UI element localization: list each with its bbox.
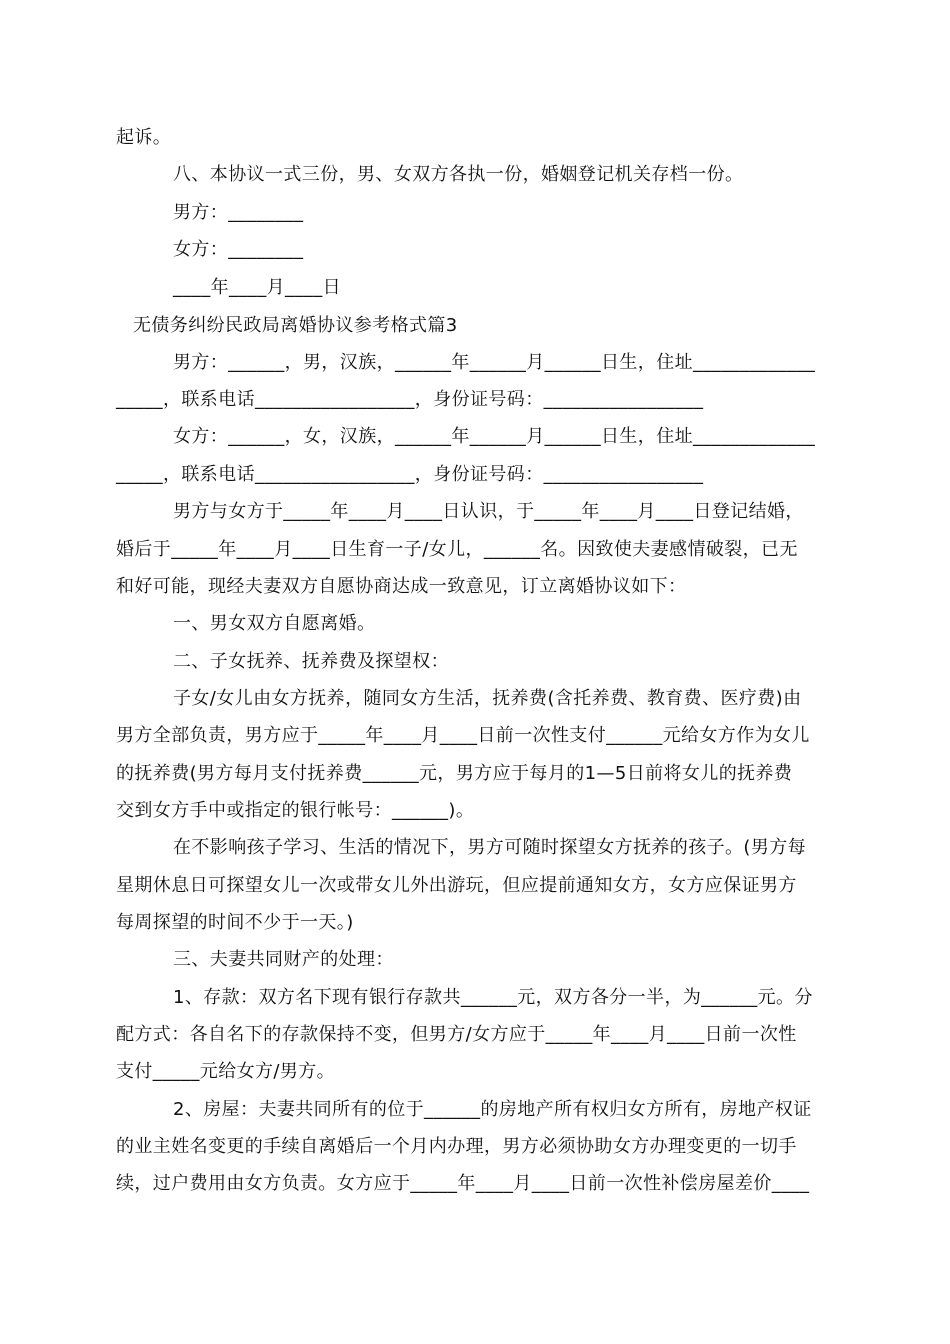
date-line: ____年____月____日: [173, 277, 341, 298]
paragraph-line: 支付_____元给女方/男方。: [116, 1061, 336, 1082]
paragraph-line: 每周探望的时间不少于一天。): [116, 912, 354, 933]
paragraph-line: 的抚养费(男方每月支付抚养费______元，男方应于每月的1—5日前将女儿的抚养费: [116, 763, 793, 784]
paragraph-line: 子女/女儿由女方抚养，随同女方生活，抚养费(含托养费、教育费、医疗费)由: [173, 688, 802, 709]
paragraph-line: 男方与女方于_____年____月____日认识，于_____年____月____日登记结婚，: [173, 501, 804, 522]
clause-heading: 一、男女双方自愿离婚。: [173, 613, 376, 634]
paragraph-line: 配方式：各自名下的存款保持不变，但男方/女方应于_____年____月____日前一次性: [116, 1024, 797, 1045]
paragraph-line: 男方全部负责，男方应于_____年____月____日前一次性支付______元给女方作为女儿: [116, 725, 810, 746]
clause-heading: 三、夫妻共同财产的处理：: [173, 949, 394, 970]
paragraph-line: 和好可能，现经夫妻双方自愿协商达成一致意见，订立离婚协议如下：: [116, 576, 687, 597]
section-title: 无债务纠纷民政局离婚协议参考格式篇3: [133, 315, 458, 336]
paragraph-line: _____，联系电话_________________，身份证号码：_________________: [116, 389, 704, 410]
clause-heading: 二、子女抚养、抚养费及探望权：: [173, 651, 449, 672]
paragraph-line: _____，联系电话_________________，身份证号码：_________________: [116, 464, 704, 485]
paragraph-line: 2、房屋：夫妻共同所有的位于______的房地产所有权归女方所有，房地产权证: [173, 1099, 812, 1120]
clause-eight: 八、本协议一式三份，男、女双方各执一份，婚姻登记机关存档一份。: [173, 164, 744, 185]
paragraph-line: 续，过户费用由女方负责。女方应于_____年____月____日前一次性补偿房屋差价____: [116, 1173, 810, 1194]
paragraph-line: 1、存款：双方名下现有银行存款共______元，双方各分一半，为______元。分: [173, 987, 813, 1008]
paragraph-line: 男方：______，男，汉族，______年______月______日生，住址_____________: [173, 352, 816, 373]
female-signature-line: 女方：________: [173, 239, 304, 260]
paragraph-line: 的业主姓名变更的手续自离婚后一个月内办理，男方必须协助女方办理变更的一切手: [116, 1136, 797, 1157]
paragraph-line: 婚后于_____年____月____日生育一子/女儿，______名。因致使夫妻感情破裂，已无: [116, 539, 798, 560]
paragraph-line: 起诉。: [116, 127, 172, 148]
paragraph-line: 交到女方手中或指定的银行帐号：______)。: [116, 800, 475, 821]
paragraph-line: 星期休息日可探望女儿一次或带女儿外出游玩，但应提前通知女方，女方应保证男方: [116, 875, 797, 896]
male-signature-line: 男方：________: [173, 202, 304, 223]
paragraph-line: 女方：______，女，汉族，______年______月______日生，住址_____________: [173, 426, 816, 447]
paragraph-line: 在不影响孩子学习、生活的情况下，男方可随时探望女方抚养的孩子。(男方每: [173, 837, 807, 858]
